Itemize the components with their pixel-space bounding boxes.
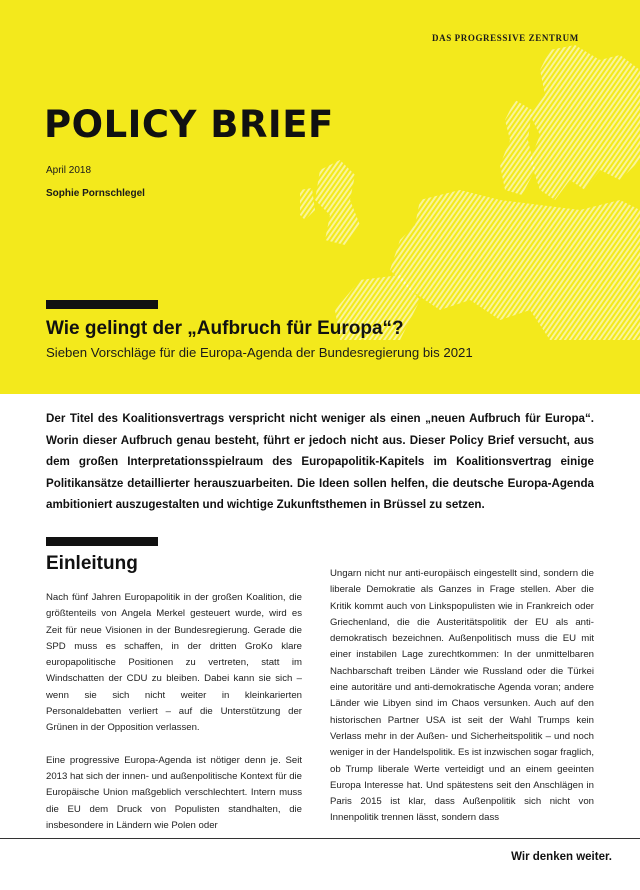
europe-map-graphic bbox=[300, 40, 640, 340]
section-accent-bar bbox=[46, 537, 158, 546]
body-paragraph: Nach fünf Jahren Europapolitik in der großen Koalition, die größtenteils von Angela Merkel gesteuert wurde, wird es Zeit für neue Visionen in der Bundesregierung. Gerade die SPD muss es schaffen, in der dritten GroKo klare europapolitische Positionen zu vertreten, statt im Windschatten der CDU zu bleiben. Dabei kann sie sich – wenn sie sich nicht weiter in kleinkarierten Personaldebatten verliert – auf die Unterstützung der Grünen in der Opposition verlassen. bbox=[46, 592, 302, 734]
footer-tagline: Wir denken weiter. bbox=[511, 851, 612, 863]
author-name: Sophie Pornschlegel bbox=[46, 188, 145, 199]
body-column-left bbox=[46, 590, 302, 834]
headline-accent-bar bbox=[46, 300, 158, 309]
abstract-paragraph: Der Titel des Koalitionsvertrags verspricht nicht weniger als einen „neuen Aufbruch für Europa“. Worin dieser Aufbruch genau besteht, führt er jedoch nicht aus. Dieser Policy Brief versucht, aus dem großen Interpretationsspielraum des Europapolitik-Kapitels im Koalitionsvertrag einige Politikansätze detaillierter herauszuarbeiten. Die Ideen sollen helfen, die deutsche Europa-Agenda ambitioniert auszugestalten und wichtige Zukunftsthemen in Brüssel zu setzen. bbox=[46, 412, 594, 512]
brief-headline: Wie gelingt der „Aufbruch für Europa“? bbox=[46, 318, 404, 339]
section-heading: Einleitung bbox=[46, 553, 138, 574]
document-type-title: POLICY BRIEF bbox=[44, 103, 334, 146]
brief-subheadline: Sieben Vorschläge für die Europa-Agenda der Bundesregierung bis 2021 bbox=[46, 345, 473, 360]
body-paragraph: Eine progressive Europa-Agenda ist nötiger denn je. Seit 2013 hat sich der innen- und außenpolitische Kontext für die Europäische Union maßgeblich verschlechtert. Intern muss die EU dem Druck von Populisten standhalten, die insbesondere in Ländern wie Polen oder bbox=[46, 754, 303, 831]
body-paragraph: Ungarn nicht nur anti-europäisch eingestellt sind, sondern die liberale Demokratie als Ganzes in Frage stellen. Aber die Kritik kommt auch von Linkspopulisten wie in Frankreich oder Griechenland, die die Austeritätspolitik der EU als anti-demokratisch bezeichnen. Außenpolitisch muss die EU mit einer instabilen Lage zurechtkommen: In der unmittelbaren Nachbarschaft treiben Länder wie Russland oder die Türkei eine autoritäre und anti-demokratische Agenda voran; andere Länder wie Libyen sind im Chaos versunken. Auch auf den historischen Partner USA ist seit der Wahl Trumps kein Verlass mehr in der Außen- und Sicherheitspolitik – und noch weniger in der Handelspolitik. Es ist inzwischen sogar fraglich, ob Trump liberale Werte verteidigt und an einem geeinten Europa Interesse hat. Und spätestens seit den Anschlägen in Paris 2015 ist klar, dass Außenpolitik sich nicht von Innenpolitik trennen lässt, sondern dass bbox=[330, 568, 594, 824]
cover-banner bbox=[0, 0, 640, 394]
footer-divider bbox=[0, 838, 640, 839]
body-column-right bbox=[330, 566, 594, 827]
publication-date: April 2018 bbox=[46, 165, 92, 176]
publisher-logo-text: DAS PROGRESSIVE ZENTRUM bbox=[432, 33, 579, 43]
